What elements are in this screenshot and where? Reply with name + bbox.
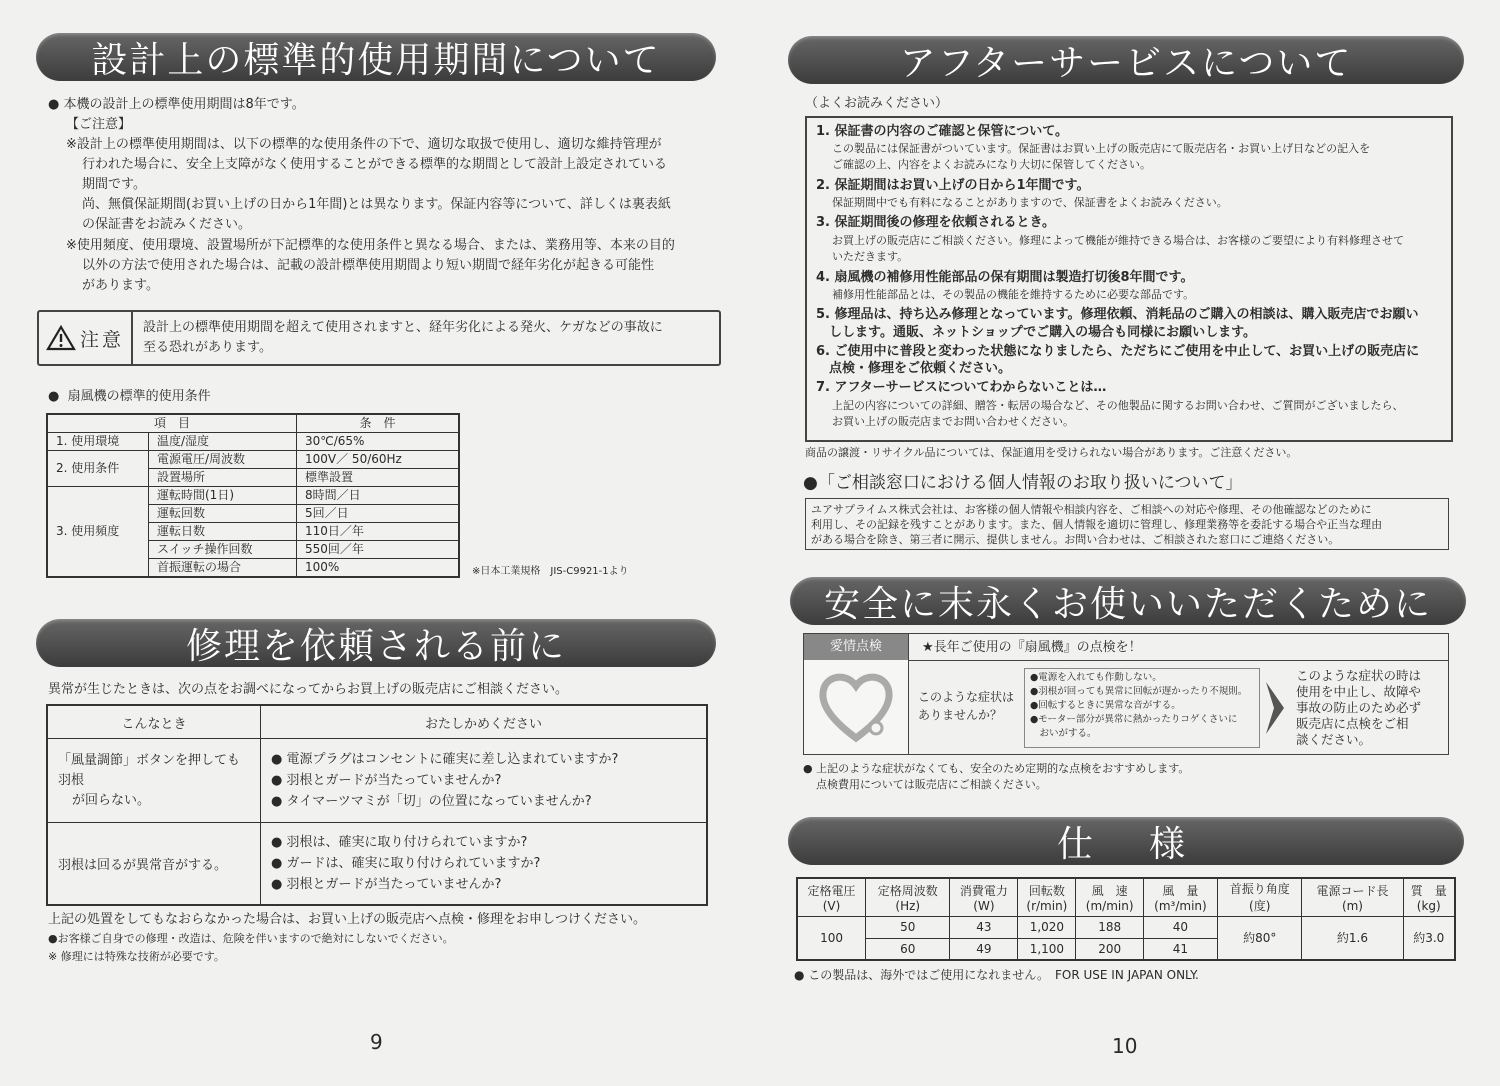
safety-headline: ★長年ご使用の『扇風機』の点検を！ (922, 640, 1142, 655)
section-title: 修理を依頼される前に (185, 625, 566, 667)
service-item-title: 1. 保証書の内容のご確認と保管について。 (816, 124, 1068, 139)
spec-table (796, 877, 1456, 961)
caution-box (37, 310, 721, 366)
spec-cell: 60 (866, 938, 950, 960)
spec-cell: 188 (1076, 916, 1143, 938)
symptom-question: このような症状は (918, 690, 1015, 704)
page-number: 9 (370, 1030, 383, 1054)
service-item-body: この製品には保証書がついています。保証書はお買い上げの販売店にて販売店名・お買い上げ日などの記入を (832, 142, 1371, 155)
repair-foot: ※ 修理には特殊な技術が必要です。 (48, 950, 225, 963)
lead-text: ● 本機の設計上の標準使用期間は8年です。 (48, 97, 305, 112)
item-cell: 電源電圧/周波数 (149, 451, 297, 469)
header-cell: 電源コード長 (m) (1302, 878, 1403, 916)
cord-cell: 約1.6 (1302, 916, 1403, 960)
header-cell: 項 目 (47, 414, 297, 433)
table-header-row (797, 878, 1455, 916)
item-cell: スイッチ操作回数 (149, 541, 297, 559)
repair-foot: ●お客様ご自身での修理・改造は、危険を伴いますので絶対にしないでください。 (48, 932, 454, 945)
spec-foot: ● この製品は、海外ではご使用になれません。 FOR USE IN JAPAN ONLY. (794, 968, 1199, 982)
header-cell: 条 件 (297, 414, 460, 433)
banner-specs (788, 817, 1464, 865)
group-cell: 1. 使用環境 (47, 433, 149, 451)
symptom-item: ●回転するときに異常な音がする。 (1030, 700, 1181, 711)
symptom-item: ●モーター部分が異常に熱かったりコゲくさいに (1030, 714, 1238, 725)
symptom-item: おいがする。 (1030, 728, 1097, 739)
table-header-row (47, 705, 707, 739)
header-cell: 定格電圧 (V) (797, 878, 866, 916)
section-title: アフターサービスについて (899, 42, 1353, 84)
header-cell: 定格周波数 (Hz) (866, 878, 950, 916)
service-item-title: 6. ご使用中に普段と変わった状態になりましたら、ただちにご使用を中止して、お買い上げの販売店に (816, 344, 1420, 359)
service-item-body: お買上げの販売店にご相談ください。修理によって機能が維持できる場合は、お客様のご要望により有料修理させて (832, 234, 1404, 247)
caution-text: 設計上の標準使用期間を超えて使用されますと、経年劣化による発火、ケガなどの事故に (143, 320, 663, 335)
voltage-cell: 100 (797, 916, 866, 960)
repair-foot: 上記の処置をしてもなおらなかった場合は、お買い上げの販売店へ点検・修理をお申しつけください。 (48, 912, 647, 927)
value-cell: 100V／ 50/60Hz (297, 451, 460, 469)
header-cell: 風 量 (m³/min) (1143, 878, 1217, 916)
read-note: （よくお読みください） (805, 96, 949, 111)
value-cell: 550回／年 (297, 541, 460, 559)
group-cell: 3. 使用頻度 (47, 487, 149, 578)
arrow-right-icon (1264, 680, 1286, 736)
mass-cell: 約3.0 (1403, 916, 1455, 960)
note-line: があります。 (82, 278, 159, 293)
header-cell: 質 量 (kg) (1403, 878, 1455, 916)
header-cell: 消費電力 (W) (950, 878, 1018, 916)
privacy-text: がある場合を除き、第三者に開示、提供しません。お問い合わせは、ご相談された窓口にご連絡ください。 (811, 533, 1340, 546)
banner-before-repair (36, 619, 716, 667)
symptom-item: ●電源を入れても作動しない。 (1030, 672, 1162, 683)
table-row (47, 433, 459, 451)
jis-note: ※日本工業規格 JIS-C9921-1より (472, 566, 629, 577)
service-item-title: 点検・修理をご依頼ください。 (816, 361, 1012, 376)
section-title: 仕 様 (1056, 823, 1195, 865)
privacy-text: ユアサプライムス株式会社は、お客様の個人情報や相談内容を、ご相談への対応や修理、その他確認などのために (811, 503, 1372, 516)
table-header-row (47, 414, 459, 433)
value-cell: 5回／日 (297, 505, 460, 523)
value-cell: 標準設置 (297, 469, 460, 487)
service-item-body: 保証期間中でも有料になることがありますので、保証書をよくお読みください。 (832, 196, 1228, 209)
item-cell: 設置場所 (149, 469, 297, 487)
spec-cell: 40 (1143, 916, 1217, 938)
item-cell: 首振運転の場合 (149, 559, 297, 578)
value-cell: 8時間／日 (297, 487, 460, 505)
symptom-cell: 羽根は回るが異常音がする。 (47, 823, 261, 905)
heart-icon (816, 668, 896, 744)
section-title: 設計上の標準的使用期間について (91, 39, 661, 81)
banner-standard-period (36, 33, 716, 81)
table-row (47, 451, 459, 469)
safety-box (803, 633, 1449, 755)
spec-cell: 1,100 (1018, 938, 1076, 960)
spec-cell: 49 (950, 938, 1018, 960)
banner-after-service (788, 36, 1464, 84)
check-cell: ● 羽根は、確実に取り付けられていますか? ● ガードは、確実に取り付けられていますか? ● 羽根とガードが当たっていませんか? (261, 823, 708, 905)
tag-cell (804, 634, 909, 754)
item-cell: 運転日数 (149, 523, 297, 541)
note-line: 期間です。 (82, 177, 146, 192)
spec-cell: 50 (866, 916, 950, 938)
page-number: 10 (1112, 1034, 1138, 1058)
service-item-title: 4. 扇風機の補修用性能部品の保有期間は製造打切後8年間です。 (816, 270, 1194, 285)
item-cell: 運転回数 (149, 505, 297, 523)
note-line: の保証書をお読みください。 (82, 217, 252, 232)
value-cell: 100% (297, 559, 460, 578)
warning-icon (46, 325, 76, 351)
header-cell: 回転数 (r/min) (1018, 878, 1076, 916)
safety-note: 点検費用については販売店にご相談ください。 (816, 778, 1047, 791)
group-cell: 2. 使用条件 (47, 451, 149, 487)
symptom-cell: 「風量調節」ボタンを押しても羽根 が回らない。 (47, 739, 261, 823)
spec-cell: 200 (1076, 938, 1143, 960)
conditions-table (46, 413, 460, 578)
caution-text: 至る恐れがあります。 (143, 340, 272, 355)
caution-label: 注意 (79, 328, 124, 351)
item-cell: 温度/湿度 (149, 433, 297, 451)
advice-line: 事故の防止のため必ず (1296, 700, 1422, 715)
symptom-item: ●羽根が回っても異常に回転が遅かったり不規則。 (1030, 686, 1248, 697)
table-row (47, 823, 707, 905)
conditions-title: ● 扇風機の標準的使用条件 (48, 389, 211, 404)
service-item-title: 2. 保証期間はお買い上げの日から1年間です。 (816, 178, 1090, 193)
advice-line: 販売店に点検をご相 (1296, 716, 1409, 731)
service-item-body: いただきます。 (832, 250, 909, 263)
note-line: 尚、無償保証期間(お買い上げの日から1年間)とは異なります。保証内容等について、詳しくは裏表紙 (82, 197, 671, 212)
note-line: 行われた場合に、安全上支障がなく使用することができる標準的な期間として設計上設定されている (82, 157, 668, 172)
privacy-text: 利用し、その記録を残すことがあります。また、個人情報を適切に管理し、修理業務等を委託する場合や正当な理由 (811, 518, 1383, 531)
table-row (47, 487, 459, 505)
advice-line: 談ください。 (1296, 732, 1372, 747)
troubleshooting-table (46, 704, 708, 906)
service-item-title: 7. アフターサービスについてわからないことは… (816, 380, 1107, 395)
header-cell: 首振り角度 (度) (1217, 878, 1301, 916)
section-title: 安全に末永くお使いいただくために (823, 583, 1432, 625)
inspection-tag: 愛情点検 (804, 634, 908, 660)
header-cell: おたしかめください (261, 705, 708, 739)
spec-cell: 1,020 (1018, 916, 1076, 938)
check-cell: ● 電源プラグはコンセントに確実に差し込まれていますか? ● 羽根とガードが当たっていませんか? ● タイマーツマミが「切」の位置になっていませんか? (261, 739, 708, 823)
note-line: ※使用頻度、使用環境、設置場所が下記標準的な使用条件と異なる場合、または、業務用等、本来の目的 (66, 238, 675, 253)
service-item-body: 補修用性能部品とは、その製品の機能を維持するために必要な部品です。 (832, 288, 1195, 301)
note-label: 【ご注意】 (66, 117, 132, 132)
note-line: ※設計上の標準使用期間は、以下の標準的な使用条件の下で、適切な取扱で使用し、適切な維持管理が (66, 137, 662, 152)
value-cell: 30℃/65% (297, 433, 460, 451)
header-cell: 風 速 (m/min) (1076, 878, 1143, 916)
service-item-title: 3. 保証期間後の修理を依頼されるとき。 (816, 215, 1055, 230)
spec-cell: 41 (1143, 938, 1217, 960)
banner-safety (790, 577, 1466, 625)
recycle-note: 商品の譲渡・リサイクル品については、保証適用を受けられない場合があります。ご注意ください。 (805, 446, 1298, 459)
service-item-body: お買い上げの販売店までお問い合わせください。 (832, 415, 1074, 428)
value-cell: 110日／年 (297, 523, 460, 541)
note-line: 以外の方法で使用された場合は、記載の設計標準使用期間より短い期間で経年劣化が起きる可能性 (82, 258, 655, 273)
angle-cell: 約80° (1217, 916, 1301, 960)
spec-cell: 43 (950, 916, 1018, 938)
safety-note: ● 上記のような症状がなくても、安全のため定期的な点検をおすすめします。 (803, 762, 1190, 775)
service-item-body: ご確認の上、内容をよくお読みになり大切に保管してください。 (832, 158, 1151, 171)
table-row (797, 916, 1455, 938)
item-cell: 運転時間(1日) (149, 487, 297, 505)
caution-label-cell (39, 312, 133, 364)
service-item-title: 5. 修理品は、持ち込み修理となっています。修理依頼、消耗品のご購入の相談は、購入販売店でお願い (816, 307, 1419, 322)
service-item-body: 上記の内容についての詳細、贈答・転居の場合など、その他製品に関するお問い合わせ、ご質問がございましたら、 (832, 399, 1404, 412)
header-cell: こんなとき (47, 705, 261, 739)
privacy-title: ●「ご相談窓口における個人情報のお取り扱いについて」 (803, 473, 1243, 493)
symptom-question: ありませんか？ (918, 708, 1003, 722)
advice-line: 使用を中止し、故障や (1296, 684, 1422, 699)
table-row (47, 739, 707, 823)
repair-lead: 異常が生じたときは、次の点をお調べになってからお買上げの販売店にご相談ください。 (48, 682, 569, 697)
service-item-title: しします。通販、ネットショップでご購入の場合も同様にお願いします。 (816, 325, 1257, 340)
advice-line: このような症状の時は (1296, 668, 1422, 683)
